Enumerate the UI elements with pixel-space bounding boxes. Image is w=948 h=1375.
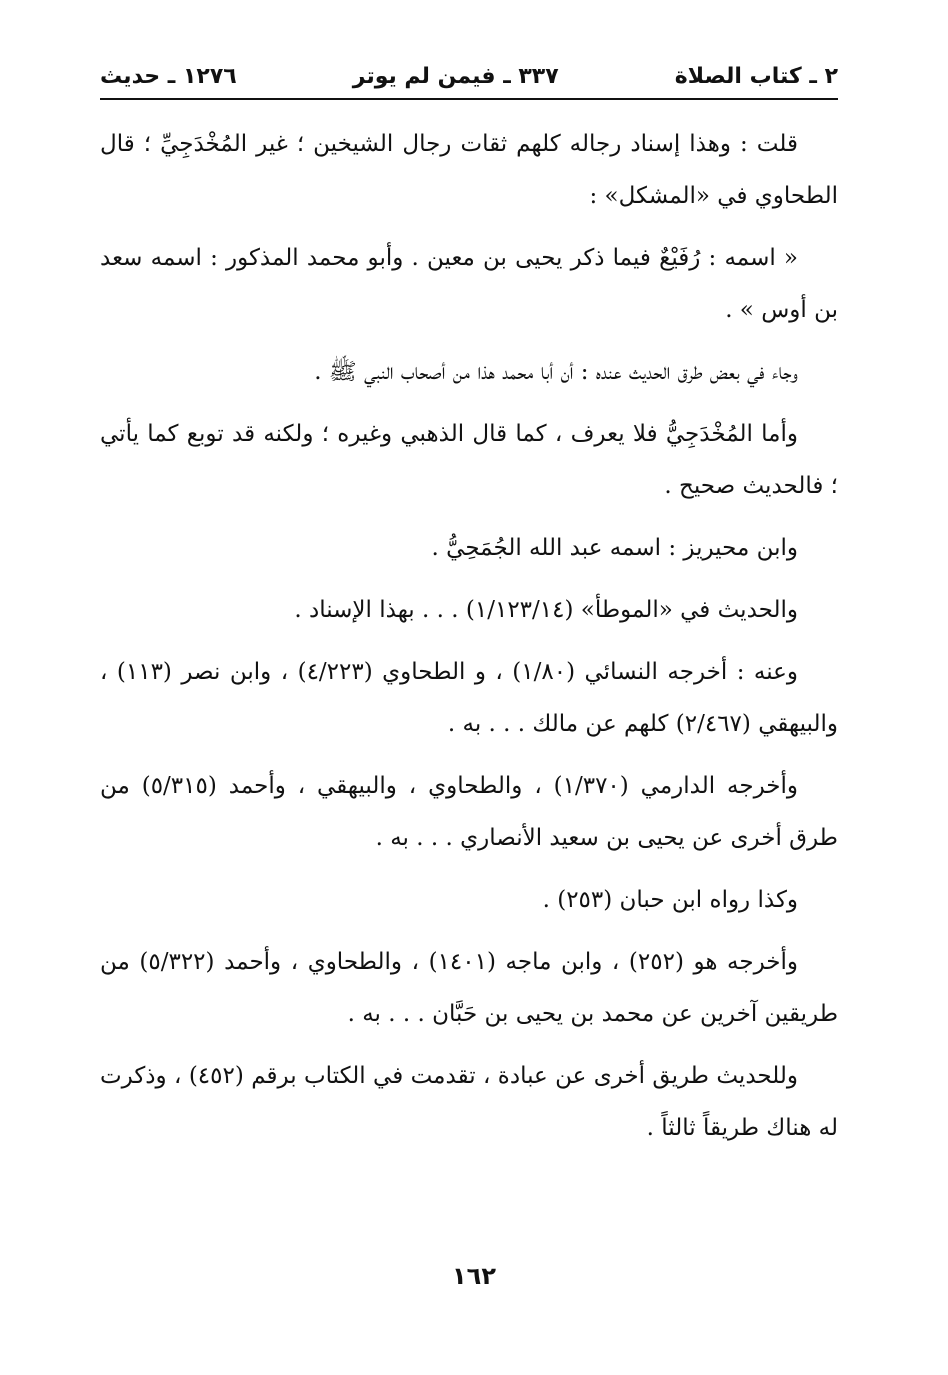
paragraph: « اسمه : رُفَيْعٌ فيما ذكر يحيى بن معين . وأبو محمد المذكور : اسمه سعد بن أوس » . <box>100 245 838 323</box>
paragraph: وأخرجه الدارمي (١/٣٧٠) ، والطحاوي ، والبيهقي ، وأحمد (٥/٣١٥) من طرق أخرى عن يحيى بن سعيد الأنصاري . . . به . <box>100 773 838 851</box>
paragraph: وأخرجه هو (٢٥٢) ، وابن ماجه (١٤٠١) ، والطحاوي ، وأحمد (٥/٣٢٢) من طريقين آخرين عن محمد بن يحيى بن حَبَّان . . . به . <box>100 949 838 1027</box>
header-divider <box>100 98 838 100</box>
header-hadith-number: ١٢٧٦ ـ حديث <box>100 63 237 89</box>
page-number: ١٦٢ <box>452 1262 496 1290</box>
paragraph: وكذا رواه ابن حبان (٢٥٣) . <box>542 887 798 913</box>
paragraph: وللحديث طريق أخرى عن عبادة ، تقدمت في الكتاب برقم (٤٥٢) ، وذكرت له هناك طريقاً ثالثاً . <box>100 1063 838 1141</box>
paragraph: قلت : وهذا إسناد رجاله كلهم ثقات رجال الشيخين ؛ غير المُخْدَجِيِّ ؛ قال الطحاوي في «المشكل» : <box>100 131 838 209</box>
paragraph: والحديث في «الموطأ» (١/١٢٣/١٤) . . . بهذا الإسناد . <box>294 597 798 623</box>
page-body <box>100 118 838 1164</box>
paragraph: وابن محيريز : اسمه عبد الله الجُمَحِيُّ . <box>431 535 798 561</box>
paragraph: وأما المُخْدَجِيُّ فلا يعرف ، كما قال الذهبي وغيره ؛ ولكنه قد توبع كما يأتي ؛ فالحديث صحيح . <box>100 421 838 499</box>
header-chapter: ٢ ـ كتاب الصلاة <box>674 63 838 89</box>
header-section: ٣٣٧ ـ فيمن لم يوتر <box>352 63 559 89</box>
paragraph: وعنه : أخرجه النسائي (١/٨٠) ، و الطحاوي (٤/٢٢٣) ، وابن نصر (١١٣) ، والبيهقي (٢/٤٦٧) كلهم عن مالك . . . به . <box>100 659 838 737</box>
paragraph: وجاء في بعض طرق الحديث عنده : أن أبا محمد هذا من أصحاب النبي ﷺ . <box>314 359 798 385</box>
running-header <box>100 56 838 96</box>
